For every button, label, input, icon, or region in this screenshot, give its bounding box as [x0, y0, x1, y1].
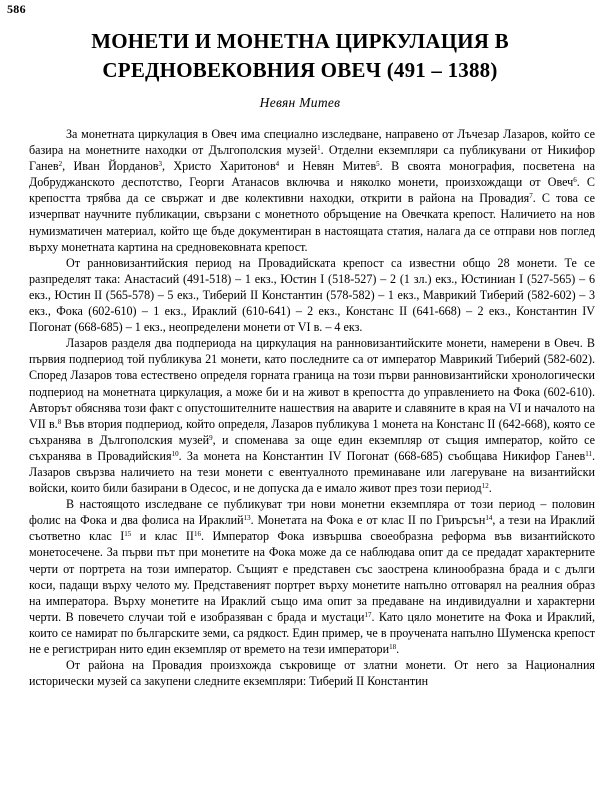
- paragraph-text: .: [488, 481, 492, 496]
- paragraph-text: Във втория подпериод, който определя, Лазаров публикува 1 монета на Констанс II (642-668), която се съхранява в Дългополския музей: [29, 416, 596, 447]
- paragraph-text: За монетната циркулация в Овеч има специално изследване, направено от Лъчезар Лазаров, който се базира на монетните находки от Дългополския музей: [29, 127, 595, 158]
- paragraph-text: , Христо Харитонов: [162, 159, 276, 174]
- paragraph-text: , Иван Йорданов: [62, 159, 159, 174]
- paragraph-text: . Отделни екземпляри са публикувани от Никифор Ганев: [29, 143, 595, 174]
- footnote-ref: 11: [585, 449, 592, 458]
- paragraph-text: и клас II: [131, 529, 194, 544]
- footnote-ref: 5: [376, 160, 380, 169]
- paragraph-text: . Император Фока извършва своеобразна реформа във византийското монетосечене. За първи път при монетите на Фока може да се наблюдава опит да се предадат характерните черти от портрета на този император. Същият е представен със заострена клинообразна брада и с дълги коси, падащи върху челото му. Представеният портрет върху монетите напълно отговарял на реалния образ на императора. Върху монетите на Ираклий също има опит за предаване на индивидуални и характерни черти. В повечето случаи той е изобразяван с брада и мустаци: [29, 529, 595, 624]
- paragraph-text: и Невян Митев: [279, 159, 377, 174]
- body-paragraph: [29, 126, 595, 255]
- footnote-ref: 12: [481, 482, 489, 491]
- footnote-ref: 18: [389, 643, 397, 651]
- paragraph-text: . Монетата на Фока е от клас II по Гриърсън: [250, 513, 486, 528]
- paragraph-text: От ранновизантийския период на Провадийската крепост са известни общо 28 монети. Те се разпределят така: Анастасий (491-518) – 1 екз., Юстин I (518-527) – 2 (1 зл.) екз., Юстиниан I (527-565) – 6 екз., Юстин II (565-578) – 5 екз., Тиберий II Константин (578-582) – 1 екз., Маврикий Тиберий (582-602) – 3 екз., Фока (602-610) – 1 екз., Ираклий (610-641) – 2 екз., Констанс II (641-668) – 2 екз., Константин IV Погонат (668-685) – 1 екз., неопределени монети от VI в. – 4 екз.: [29, 255, 595, 335]
- footnote-ref: 6: [573, 176, 577, 185]
- footnote-ref: 9: [209, 433, 213, 442]
- body-paragraph: [29, 496, 595, 657]
- article-body: [29, 126, 595, 689]
- paragraph-text: От района на Провадия произхожда съкровище от златни монети. От него за Националния исторически музей са закупени следните екземпляри: Тиберий II Константин: [29, 658, 595, 689]
- footnote-ref: 15: [124, 530, 132, 539]
- paragraph-text: В настоящото изследване се публикуват три нови монетни екземпляра от този период – половин фолис на Фока и два фолиса на Ираклий: [29, 497, 595, 528]
- footnote-ref: 14: [485, 514, 493, 523]
- footnote-ref: 4: [275, 160, 280, 169]
- footnote-ref: 8: [57, 417, 62, 426]
- page-number: 586: [7, 2, 26, 16]
- paragraph-text: . За монета на Константин IV Погонат (668-685) съобщава Никифор Ганев: [178, 448, 586, 463]
- paragraph-text: . Като цяло монетите на Фока и Ираклий, които се намират по българските земи, са рядкост. Един пример, че в проучената напълно Шуменска крепост не е регистриран нито един екземпляр от времето на тези императори: [29, 609, 595, 656]
- footnote-ref: 10: [171, 449, 179, 458]
- footnote-ref: 2: [58, 160, 63, 169]
- body-paragraph: [29, 255, 595, 335]
- paragraph-text: . С крепостта трябва да се свържат и две колективни находки, открити в района на Провадия: [29, 175, 595, 206]
- footnote-ref: 3: [158, 160, 162, 169]
- footnote-ref: 13: [243, 514, 251, 523]
- footnote-ref: 7: [529, 192, 533, 201]
- paragraph-text: Лазаров разделя два подпериода на циркулация на ранновизантийските монети, намерени в Овеч. В първия подпериод той публикува 21 монети, като последните са от император Маврикий Тиберий (582-602). Според Лазаров това естествено определя горната граница на този първи ранновизантийски хронологически подпериод на монетната циркулация, а може би и на живот в крепостта до управлението на Фока (602-610). Авторът обяснява този факт с опустошителните нашествия на аварите и славяните в края на VI и началото на VII в.: [29, 336, 595, 431]
- author-name: Невян Митев: [259, 95, 341, 110]
- article-title: [0, 27, 600, 85]
- paragraph-text: . Лазаров свързва наличието на тези монети с евентуалното преминаване или лагеруване на византийски войски, които били базирани в Одесос, и не допуска да е имало живот през този период: [29, 448, 595, 496]
- paragraph-text: . С това се изчерпват научните публикации, свързани с монетното обръщение на Овечката крепост. Наличието на нов нумизматичен материал, който ще бъде документиран в настоящата статия, налага да се отправи нов поглед върху монетната картина на средновековната крепост.: [29, 191, 595, 254]
- title-line-1: МОНЕТИ И МОНЕТНА ЦИРКУЛАЦИЯ В: [91, 29, 509, 53]
- footnote-ref: 1: [317, 144, 321, 153]
- footnote-ref: 17: [364, 610, 372, 619]
- footnote-ref: 16: [193, 530, 201, 539]
- paragraph-text: , и споменава за още един екземпляр от същия император, който се съхранява в Провадийския: [29, 432, 595, 463]
- paragraph-text: , а тези на Ираклий съответно клас I: [29, 513, 596, 544]
- paragraph-text: .: [396, 642, 400, 656]
- body-paragraph: [29, 335, 595, 496]
- title-line-2: СРЕДНОВЕКОВНИЯ ОВЕЧ (491 – 1388): [102, 58, 498, 82]
- body-paragraph: [29, 657, 595, 689]
- paragraph-text: . В своята монография, посветена на Добруджанското деспотство, Георги Атанасов включва и няколко монети, произхождащи от Овеч: [29, 159, 595, 190]
